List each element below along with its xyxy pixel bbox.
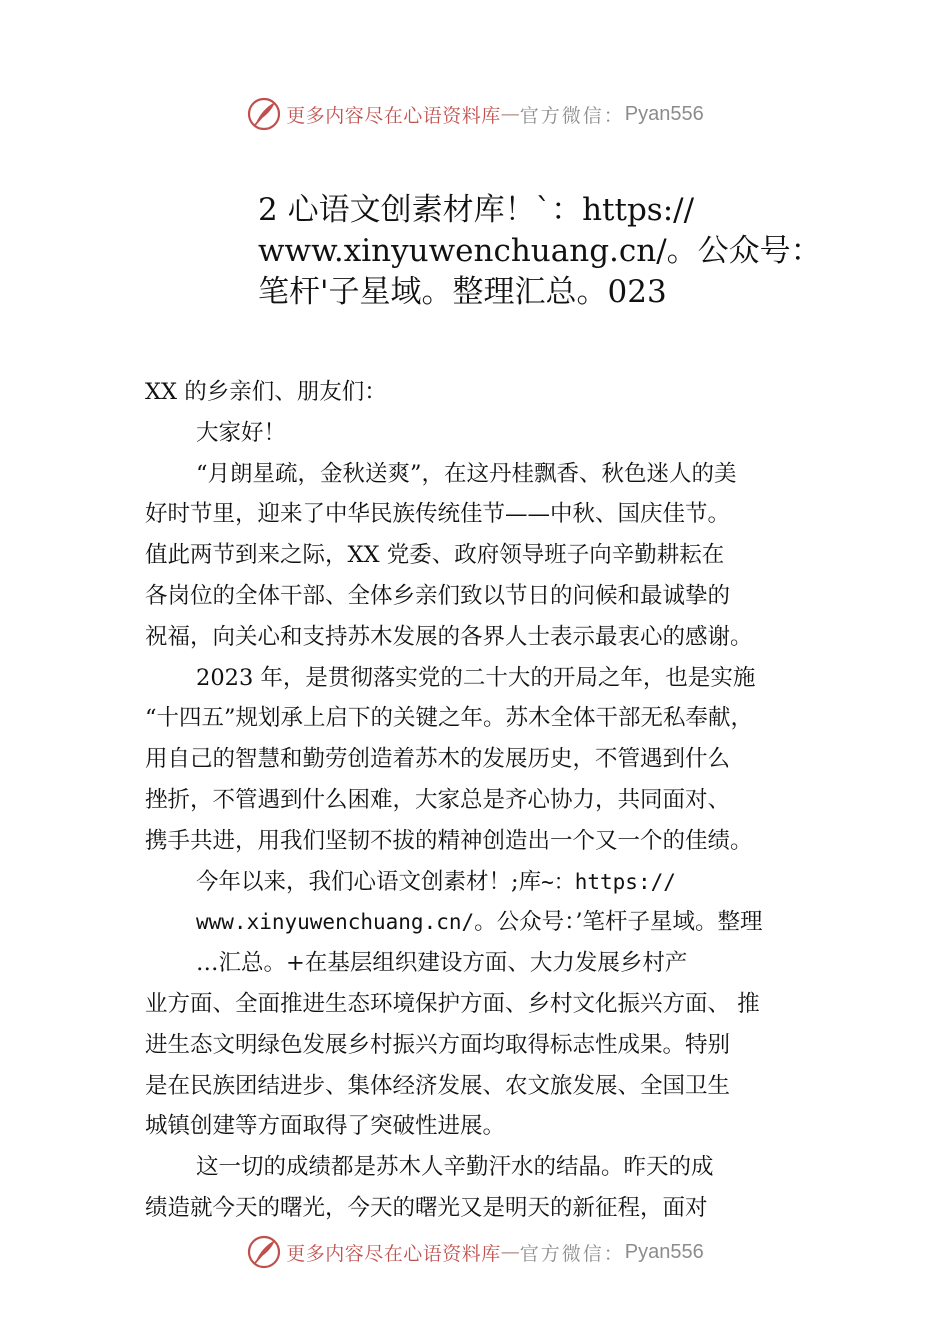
paragraph-line: 用自己的智慧和勤劳创造着苏木的发展历史，不管遇到什么 bbox=[145, 746, 731, 773]
paragraph-line: 业方面、全面推进生态环境保护方面、乡村文化振兴方面、 推 bbox=[145, 990, 760, 1017]
watermark-site-text: 更多内容尽在心语资料库 bbox=[286, 1242, 501, 1265]
title-line: 2 心语文创素材库！`：https:// bbox=[258, 192, 695, 228]
paragraph-line: 进生态文明绿色发展乡村振兴方面均取得标志性成果。特别 bbox=[145, 1031, 731, 1058]
salutation-line: 大家好！ bbox=[196, 419, 287, 446]
paragraph-line: 2023 年，是贯彻落实党的二十大的开局之年，也是实施 bbox=[196, 664, 756, 691]
title-line: 笔杆'子星域。整理汇总。023 bbox=[258, 274, 667, 310]
inserted-ad-text: 。公众号：’笔杆子星域。整理 bbox=[474, 909, 763, 936]
inserted-ad-line: …汇总。+在基层组织建设方面、大力发展乡村产 bbox=[196, 950, 688, 977]
inserted-ad-url: ~：https:// bbox=[541, 869, 676, 894]
watermark-site-text: 更多内容尽在心语资料库 bbox=[286, 104, 501, 127]
paragraph-line: 这一切的成绩都是苏木人辛勤汗水的结晶。昨天的成 bbox=[196, 1154, 714, 1181]
paragraph-line: “十四五”规划承上启下的关键之年。苏木全体干部无私奉献， bbox=[145, 705, 754, 732]
page-title bbox=[258, 190, 822, 313]
greeting-line: XX 的乡亲们、朋友们： bbox=[145, 379, 387, 405]
inserted-ad-line bbox=[145, 902, 825, 943]
quill-logo-icon bbox=[246, 1234, 282, 1270]
paragraph-line: 祝福，向关心和支持苏木发展的各界人士表示最衷心的感谢。 bbox=[145, 623, 753, 650]
paragraph-line: 是在民族团结进步、集体经济发展、农文旅发展、全国卫生 bbox=[145, 1072, 731, 1099]
footer-watermark bbox=[0, 1232, 950, 1272]
paragraph-line: 携手共进，用我们坚韧不拔的精神创造出一个又一个的佳绩。 bbox=[145, 827, 753, 854]
paragraph-line: 绩造就今天的曙光，今天的曙光又是明天的新征程，面对 bbox=[145, 1194, 708, 1221]
paragraph-line: 值此两节到来之际，XX 党委、政府领导班子向辛勤耕耘在 bbox=[145, 542, 725, 569]
title-line: www.xinyuwenchuang.cn/。公众号： bbox=[258, 233, 822, 269]
watermark-wechat-id: Pyan556 bbox=[624, 102, 704, 125]
paragraph-line: 各岗位的全体干部、全体乡亲们致以节日的问候和最诚挚的 bbox=[145, 582, 731, 609]
document-body bbox=[145, 372, 825, 1229]
paragraph-line: 好时节里，迎来了中华民族传统佳节——中秋、国庆佳节。 bbox=[145, 501, 731, 528]
watermark-separator: — bbox=[500, 103, 520, 125]
paragraph-line: 挫折，不管遇到什么困难，大家总是齐心协力，共同面对、 bbox=[145, 786, 731, 813]
paragraph-line: 城镇创建等方面取得了突破性进展。 bbox=[145, 1113, 506, 1140]
paragraph-line: “月朗星疏，金秋送爽”，在这丹桂飘香、秋色迷人的美 bbox=[196, 460, 737, 487]
header-watermark bbox=[0, 94, 950, 134]
inserted-ad-line bbox=[145, 862, 825, 903]
inserted-ad-url: www.xinyuwenchuang.cn/ bbox=[196, 910, 475, 935]
watermark-separator: — bbox=[500, 1241, 520, 1263]
inserted-ad-text: 今年以来，我们心语文创素材！;库 bbox=[196, 868, 542, 895]
watermark-wechat-id: Pyan556 bbox=[624, 1240, 704, 1263]
watermark-wechat-label: 官方微信： bbox=[519, 104, 625, 127]
watermark-wechat-label: 官方微信： bbox=[519, 1242, 625, 1265]
quill-logo-icon bbox=[246, 96, 282, 132]
